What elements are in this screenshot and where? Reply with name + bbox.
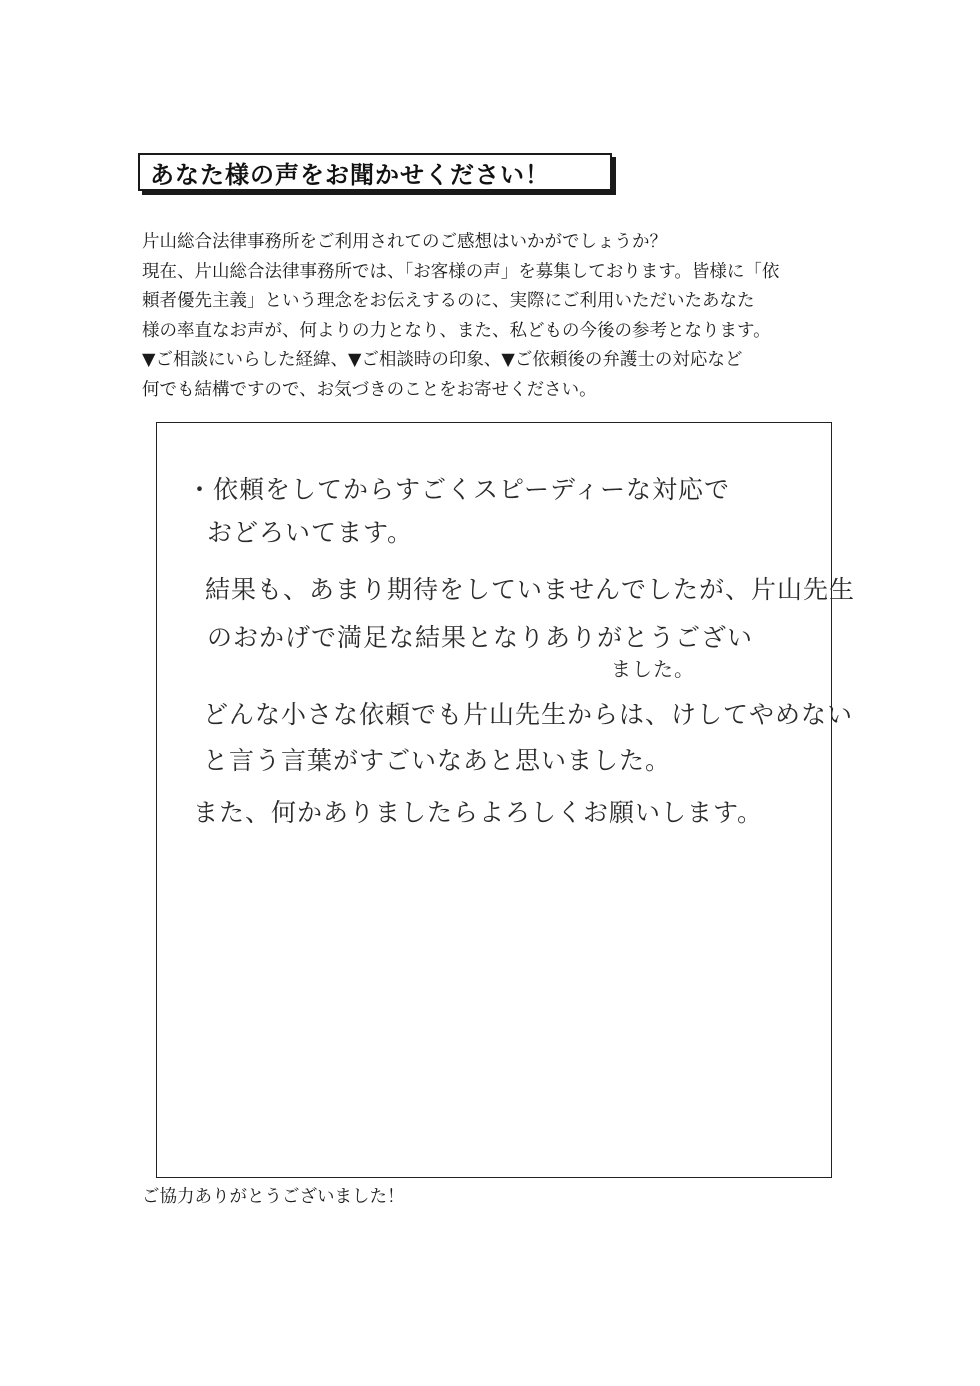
page-title-box	[138, 153, 612, 191]
intro-line: 様の率直なお声が、何よりの力となり、また、私どもの今後の参考となります。	[142, 320, 771, 341]
intro-line: 頼者優先主義」という理念をお伝えするのに、実際にご利用いただいたあなた	[142, 291, 755, 312]
handwritten-line: 結果も、あまり期待をしていませんでしたが、片山先生	[205, 575, 856, 604]
intro-line: 現在、片山総合法律事務所では、「お客様の声」を募集しております。皆様に「依	[142, 261, 780, 282]
handwritten-line: おどろいてます。	[207, 518, 414, 547]
handwritten-line: どんな小さな依頼でも片山先生からは、けしてやめない	[203, 700, 854, 729]
intro-line: ▼ご相談にいらした経緯、▼ご相談時の印象、▼ご依頼後の弁護士の対応など	[142, 350, 743, 371]
handwritten-line: ました。	[611, 657, 695, 681]
handwritten-line: ・依頼をしてからすごくスピーディーな対応で	[187, 475, 731, 504]
handwritten-line: また、何かありましたらよろしくお願いします。	[193, 798, 764, 827]
customer-voice-box	[156, 422, 856, 1178]
closing-message: ご協力ありがとうございました！	[142, 1187, 405, 1207]
intro-text	[142, 228, 854, 406]
intro-line: 何でも結構ですので、お気づきのことをお寄せください。	[142, 379, 597, 400]
intro-line: 片山総合法律事務所をご利用されてのご感想はいかがでしょうか？	[142, 232, 667, 252]
handwritten-line: のおかげで満足な結果となりありがとうござい	[207, 623, 754, 652]
handwritten-line: と言う言葉がすごいなあと思いました。	[203, 746, 672, 775]
page-title: あなた様の声をお聞かせください！	[150, 160, 550, 189]
